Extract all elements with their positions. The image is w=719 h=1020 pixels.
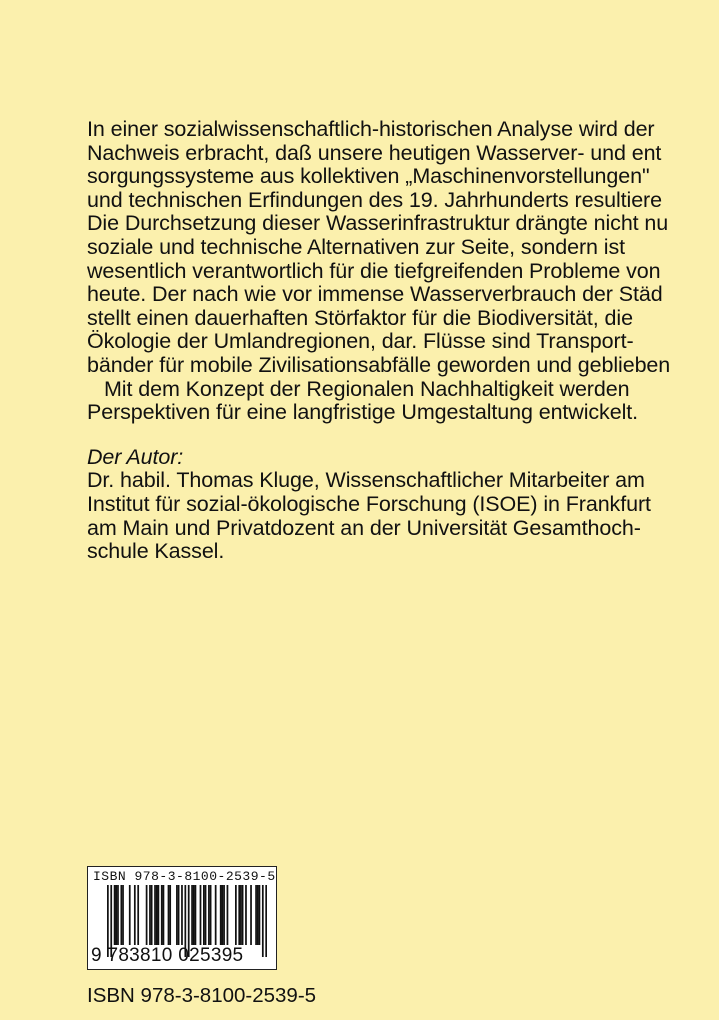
barcode-bar — [117, 885, 119, 945]
description-line: Perspektiven für eine langfristige Umgestaltung entwickelt. — [87, 400, 638, 425]
barcode-bar — [149, 885, 151, 945]
barcode-bar — [203, 885, 205, 945]
description-line: Nachweis erbracht, daß unsere heutigen Wasserver- und ent — [87, 140, 662, 165]
barcode-bar — [259, 885, 261, 945]
barcode-bar — [245, 885, 247, 945]
barcode-bar — [223, 885, 225, 945]
description-line: sorgungssysteme aus kollektiven „Maschinenvorstellungen" — [87, 164, 650, 189]
barcode-bar — [158, 885, 160, 945]
author-line: am Main und Privatdozent an der Universität Gesamthoch- — [87, 515, 641, 540]
description-line: Mit dem Konzept der Regionalen Nachhaltigkeit werden — [104, 376, 630, 401]
isbn-footer: ISBN 978-3-8100-2539-5 — [87, 984, 317, 1007]
barcode-bar — [156, 885, 158, 945]
isbn-barcode — [87, 866, 277, 970]
barcode-bar — [257, 885, 259, 945]
description-line: Die Durchsetzung dieser Wasserinfrastruktur drängte nicht nu — [87, 211, 669, 236]
barcode-bar — [151, 885, 153, 945]
barcode-bar — [163, 885, 165, 945]
barcode-bar — [191, 885, 193, 945]
barcode-bar — [120, 885, 122, 945]
barcode-bar — [208, 885, 210, 945]
author-heading: Der Autor: — [87, 444, 184, 469]
barcode-bar — [129, 885, 131, 945]
barcode-bar — [114, 885, 116, 945]
barcode-bar — [220, 885, 222, 945]
barcode-bar — [115, 885, 117, 945]
description-line: In einer sozialwissenschaftlich-historischen Analyse wird der — [87, 118, 655, 141]
description-line: bänder für mobile Zivilisationsabfälle geworden und geblieben — [87, 352, 671, 377]
back-cover-text — [87, 118, 719, 564]
barcode-isbn-text: ISBN 978-3-8100-2539-5 — [93, 869, 276, 884]
author-line: Institut für sozial-ökologische Forschung (ISOE) in Frankfurt — [87, 491, 651, 516]
barcode-bar — [178, 885, 180, 945]
barcode-bar — [222, 885, 224, 945]
barcode-bar — [193, 885, 195, 945]
barcode-digits: 9 783810 025395 — [91, 945, 244, 966]
description-line: wesentlich verantwortlich für die tiefgreifenden Probleme von — [87, 258, 661, 283]
author-line: Dr. habil. Thomas Kluge, Wissenschaftlicher Mitarbeiter am — [87, 468, 645, 493]
barcode-bar — [240, 885, 242, 945]
barcode-bar — [255, 885, 257, 945]
barcode-bar — [146, 885, 148, 945]
author-line: schule Kassel. — [87, 539, 225, 564]
barcode-bar — [200, 885, 202, 945]
description-line: heute. Der nach wie vor immense Wasserverbrauch der Städ — [87, 282, 663, 307]
barcode-bar — [161, 885, 163, 945]
barcode-bar — [134, 885, 136, 945]
description-line: Ökologie der Umlandregionen, dar. Flüsse sind Transport- — [87, 329, 634, 354]
barcode-bar — [238, 885, 240, 945]
barcode-bar — [137, 885, 139, 945]
description-line: stellt einen dauerhaften Störfaktor für die Biodiversität, die — [87, 305, 633, 330]
barcode-bar — [210, 885, 212, 945]
description-line: soziale und technische Alternativen zur Seite, sondern ist — [87, 234, 625, 259]
barcode-bar — [195, 885, 197, 945]
barcode-bar — [242, 885, 244, 945]
barcode-bar — [181, 885, 183, 945]
barcode-bar — [250, 885, 252, 945]
barcode-bar — [154, 885, 156, 945]
barcode-bar — [168, 885, 170, 945]
barcode-bar — [262, 885, 264, 957]
barcode-bar — [215, 885, 217, 945]
barcode-bar — [235, 885, 237, 945]
barcode-bar — [169, 885, 171, 945]
barcode-bar — [176, 885, 178, 945]
barcode-bar — [227, 885, 229, 945]
description-line: und technischen Erfindungen des 19. Jahrhunderts resultiere — [87, 187, 662, 212]
barcode-bar — [205, 885, 207, 945]
barcode-bar — [122, 885, 124, 945]
barcode-bar — [265, 885, 267, 957]
